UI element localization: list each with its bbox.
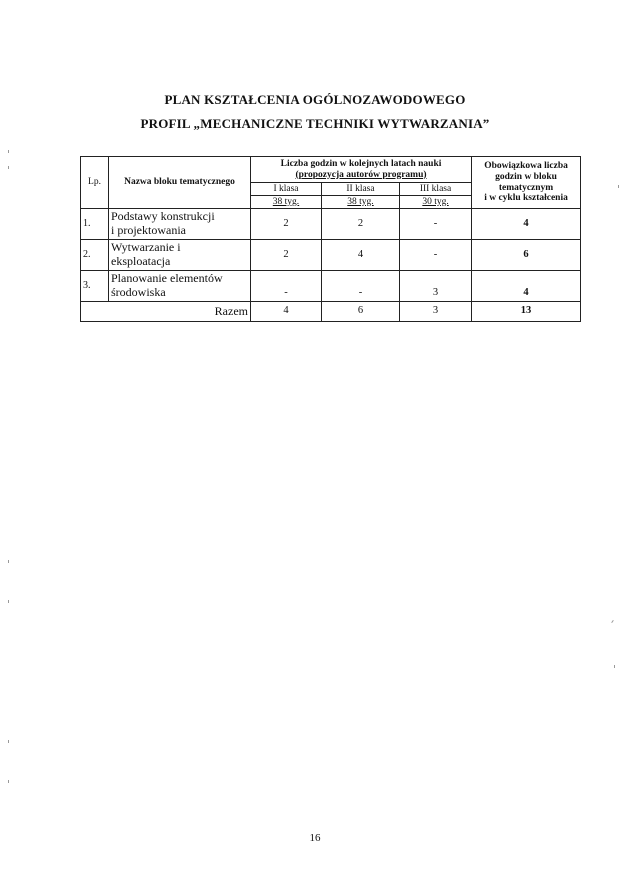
sum-class-2: 6	[322, 302, 400, 322]
header-mandatory-line3: tematycznym	[498, 182, 554, 193]
scan-speck	[618, 185, 619, 188]
row-lp: 2.	[81, 240, 109, 271]
scan-speck	[8, 166, 9, 169]
header-mandatory-line2: godzin w bloku	[495, 171, 557, 182]
row-lp: 1.	[81, 209, 109, 240]
row-total: 6	[472, 240, 581, 271]
row-class-3: -	[400, 209, 472, 240]
row-name-line1: Planowanie elementów	[111, 271, 223, 286]
sum-class-3: 3	[400, 302, 472, 322]
row-class-2: -	[322, 271, 400, 302]
scan-speck	[8, 780, 9, 783]
header-lp: Lp.	[81, 157, 109, 209]
document-title-line-2: PROFIL „MECHANICZNE TECHNIKI WYTWARZANIA”	[140, 116, 490, 131]
scan-speck	[8, 600, 9, 603]
scan-speck	[611, 620, 614, 623]
sum-total: 13	[472, 302, 581, 322]
table-row	[81, 271, 581, 302]
header-block-name: Nazwa bloku tematycznego	[109, 157, 251, 209]
scan-speck	[614, 665, 615, 668]
header-class-3: III klasa	[400, 183, 472, 196]
row-name-line2: i projektowania	[111, 223, 186, 237]
header-mandatory	[472, 157, 581, 209]
table-row	[81, 209, 581, 240]
row-name	[109, 271, 251, 302]
scan-speck	[8, 740, 9, 743]
header-weeks-2: 38 tyg.	[322, 196, 400, 209]
row-name-line2: środowiska	[111, 285, 166, 299]
header-mandatory-line4: i w cyklu kształcenia	[484, 193, 568, 204]
header-weeks-3: 30 tyg.	[400, 196, 472, 209]
page-number: 16	[309, 832, 321, 844]
header-class-1: I klasa	[251, 183, 322, 196]
row-name-line1: Podstawy konstrukcji	[111, 209, 215, 224]
sum-label: Razem	[81, 302, 251, 322]
row-class-2: 2	[322, 209, 400, 240]
scan-speck	[8, 560, 9, 563]
row-name	[109, 240, 251, 271]
header-mandatory-line1: Obowiązkowa liczba	[484, 160, 568, 171]
document-title-line-1: PLAN KSZTAŁCENIA OGÓLNOZAWODOWEGO	[164, 92, 466, 107]
header-hours-line1: Liczba godzin w kolejnych latach nauki	[280, 158, 442, 169]
table-header-row	[81, 157, 581, 183]
row-class-1: 2	[251, 240, 322, 271]
header-hours-line2: (propozycja autorów programu)	[295, 169, 427, 180]
row-class-3: 3	[400, 271, 472, 302]
scan-speck	[8, 150, 9, 153]
row-lp: 3.	[81, 271, 109, 302]
row-class-2: 4	[322, 240, 400, 271]
row-name-line1: Wytwarzanie i	[111, 240, 181, 255]
header-class-2: II klasa	[322, 183, 400, 196]
row-total: 4	[472, 209, 581, 240]
row-class-1: -	[251, 271, 322, 302]
row-name	[109, 209, 251, 240]
header-hours	[251, 157, 472, 183]
curriculum-table	[80, 156, 581, 322]
row-name-line2: eksploatacja	[111, 254, 171, 268]
table-sum-row	[81, 302, 581, 322]
header-weeks-1: 38 tyg.	[251, 196, 322, 209]
table-row	[81, 240, 581, 271]
row-class-1: 2	[251, 209, 322, 240]
sum-class-1: 4	[251, 302, 322, 322]
row-class-3: -	[400, 240, 472, 271]
row-total: 4	[472, 271, 581, 302]
